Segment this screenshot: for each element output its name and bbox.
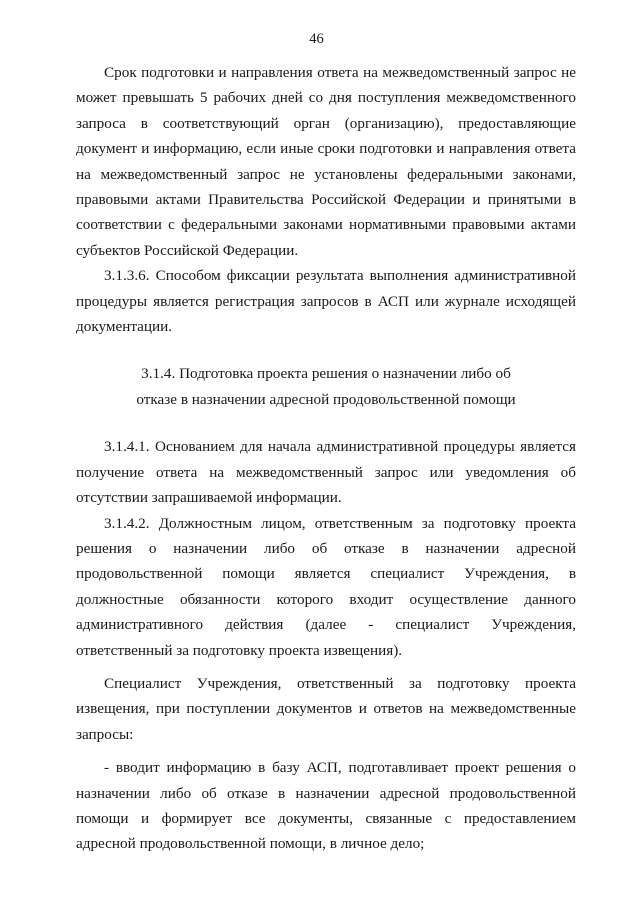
paragraph-response-deadline: Срок подготовки и направления ответа на межведомственный запрос не может превышать 5 рабочих дней со дня поступления межведомственного запроса в соответствующий орган (организацию), предоставляющие документ и информацию, если иные сроки подготовки и направления ответа на межведомственный запрос не установлены федеральными законами, правовыми актами Правительства Российской Федерации и принятыми в соответствии с федеральными законами нормативными правовыми актами субъектов Российской Федерации. (76, 64, 576, 259)
section-heading (76, 361, 576, 412)
paragraph-3-1-4-1: 3.1.4.1. Основанием для начала административной процедуры является получение ответа на межведомственный запрос или уведомления об отсутствии запрашиваемой информации. (76, 438, 576, 507)
section-heading-line-1: 3.1.4. Подготовка проекта решения о назначении либо об (141, 365, 511, 383)
paragraph-3-1-3-6: 3.1.3.6. Способом фиксации результата выполнения административной процедуры является регистрация запросов в АСП или журнале исходящей документации. (76, 267, 576, 336)
page-number: 46 (309, 31, 324, 47)
section-heading-line-2: отказе в назначении адресной продовольственной помощи (136, 390, 516, 408)
document-body (76, 60, 576, 857)
list-item-enter-information: - вводит информацию в базу АСП, подготавливает проект решения о назначении либо об отказе в назначении адресной продовольственной помощи и формирует все документы, связанные с предоставлением адресной продовольственной помощи, в личное дело; (76, 759, 576, 853)
paragraph-specialist-duties: Специалист Учреждения, ответственный за подготовку проекта извещения, при поступлении документов и ответов на межведомственные запросы: (76, 674, 576, 743)
paragraph-3-1-4-2: 3.1.4.2. Должностным лицом, ответственным за подготовку проекта решения о назначении либо об отказе в назначении адресной продовольственной помощи является специалист Учреждения, в должностные обязанности которого входит осуществление данного административного действия (далее - специалист Учреждения, ответственный за подготовку проекта извещения). (76, 514, 576, 659)
